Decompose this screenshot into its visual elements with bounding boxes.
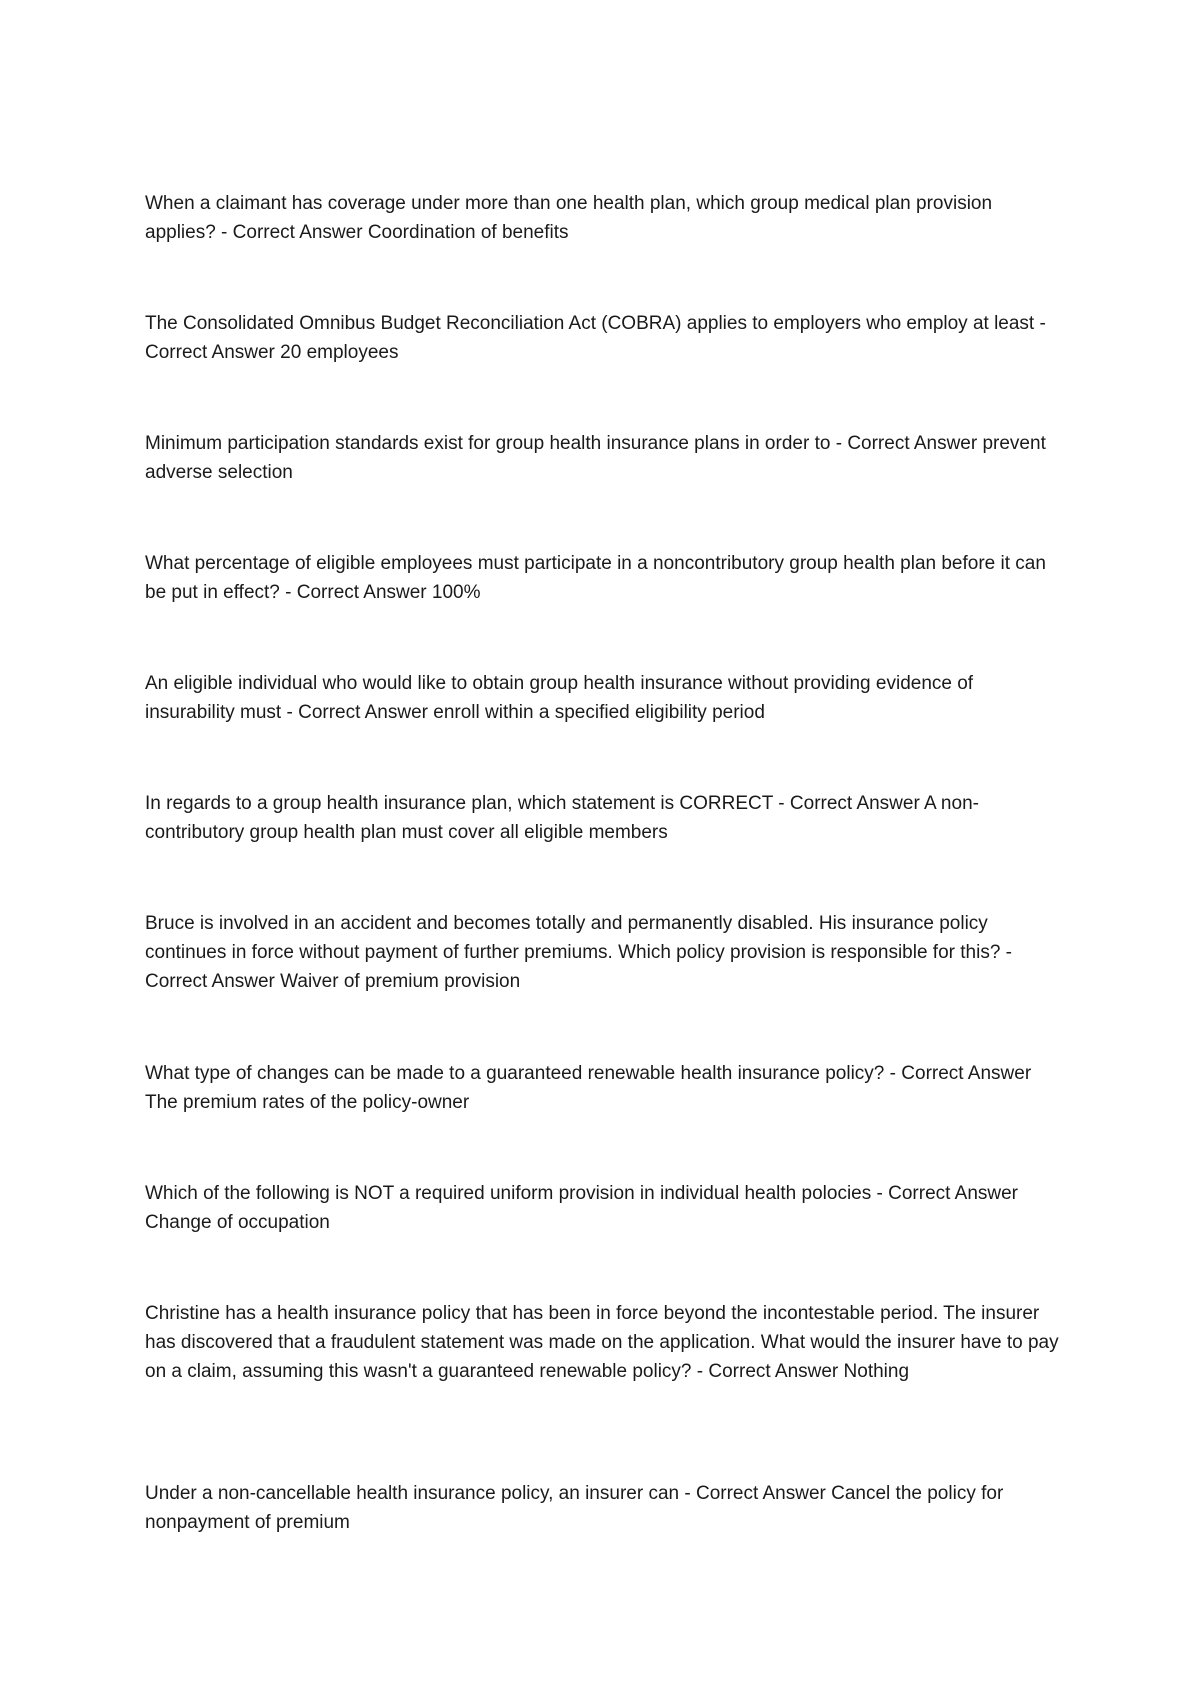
qa-item xyxy=(145,669,1065,727)
answer-label: Correct Answer xyxy=(695,1483,826,1504)
separator: - xyxy=(215,222,233,243)
answer-text: Nothing xyxy=(843,1361,910,1382)
separator: - xyxy=(1034,313,1046,334)
answer-text: enroll within a specified eligibility period xyxy=(433,702,765,723)
answer-text: A non-contributory group health plan must cover all eligible members xyxy=(145,793,979,843)
qa-item xyxy=(145,549,1065,607)
separator: - xyxy=(830,433,848,454)
separator: - xyxy=(691,1361,709,1382)
answer-text: Change of occupation xyxy=(145,1212,330,1233)
qa-item xyxy=(145,1479,1065,1537)
question-text: An eligible individual who would like to obtain group health insurance without providing evidence of insurability must xyxy=(145,673,974,723)
qa-item xyxy=(145,309,1065,367)
question-text: Under a non-cancellable health insurance policy, an insurer can xyxy=(145,1483,680,1504)
separator: - xyxy=(1000,942,1012,963)
question-text: Christine has a health insurance policy that has been in force beyond the incontestable period. The insurer has discovered that a fraudulent statement was made on the application. What would the insurer have to pay on a claim, assuming this wasn't a guaranteed renewable policy? xyxy=(145,1303,1059,1382)
answer-label: Correct Answer xyxy=(901,1063,1032,1084)
answer-label: Correct Answer xyxy=(789,793,920,814)
answer-text: The premium rates of the policy-owner xyxy=(145,1092,470,1113)
question-text: What type of changes can be made to a guaranteed renewable health insurance policy? xyxy=(145,1063,885,1084)
answer-label: Correct Answer xyxy=(888,1183,1019,1204)
answer-label: Correct Answer xyxy=(708,1361,839,1382)
qa-item xyxy=(145,1179,1065,1237)
separator: - xyxy=(281,702,299,723)
qa-item xyxy=(145,1059,1065,1117)
answer-text: Waiver of premium provision xyxy=(280,971,521,992)
qa-item xyxy=(145,909,1065,996)
question-text: What percentage of eligible employees must participate in a noncontributory group health plan before it can be put in effect? xyxy=(145,553,1046,603)
answer-label: Correct Answer xyxy=(847,433,978,454)
question-text: The Consolidated Omnibus Budget Reconciliation Act (COBRA) applies to employers who employ at least xyxy=(145,313,1035,334)
answer-label: Correct Answer xyxy=(145,342,275,363)
answer-text: Coordination of benefits xyxy=(367,222,569,243)
answer-label: Correct Answer xyxy=(145,971,275,992)
qa-item xyxy=(145,789,1065,847)
question-text: When a claimant has coverage under more than one health plan, which group medical plan provision applies? xyxy=(145,193,993,243)
question-text: Bruce is involved in an accident and becomes totally and permanently disabled. His insurance policy continues in force without payment of further premiums. Which policy provision is responsible for this? xyxy=(145,913,1001,963)
question-text: Which of the following is NOT a required uniform provision in individual health polocies xyxy=(145,1183,872,1204)
separator: - xyxy=(679,1483,696,1504)
answer-label: Correct Answer xyxy=(296,582,427,603)
answer-label: Correct Answer xyxy=(232,222,363,243)
answer-text: 20 employees xyxy=(280,342,399,363)
answer-text: prevent adverse selection xyxy=(145,433,1046,483)
answer-text: 100% xyxy=(431,582,481,603)
question-text: Minimum participation standards exist for group health insurance plans in order to xyxy=(145,433,831,454)
question-text: In regards to a group health insurance plan, which statement is CORRECT xyxy=(145,793,774,814)
separator: - xyxy=(279,582,297,603)
separator: - xyxy=(871,1183,889,1204)
answer-label: Correct Answer xyxy=(298,702,428,723)
answer-text: Cancel the policy for nonpayment of premium xyxy=(145,1483,1004,1533)
separator: - xyxy=(773,793,790,814)
qa-item xyxy=(145,429,1065,487)
qa-item xyxy=(145,1299,1065,1386)
qa-item xyxy=(145,189,1065,247)
separator: - xyxy=(884,1063,902,1084)
